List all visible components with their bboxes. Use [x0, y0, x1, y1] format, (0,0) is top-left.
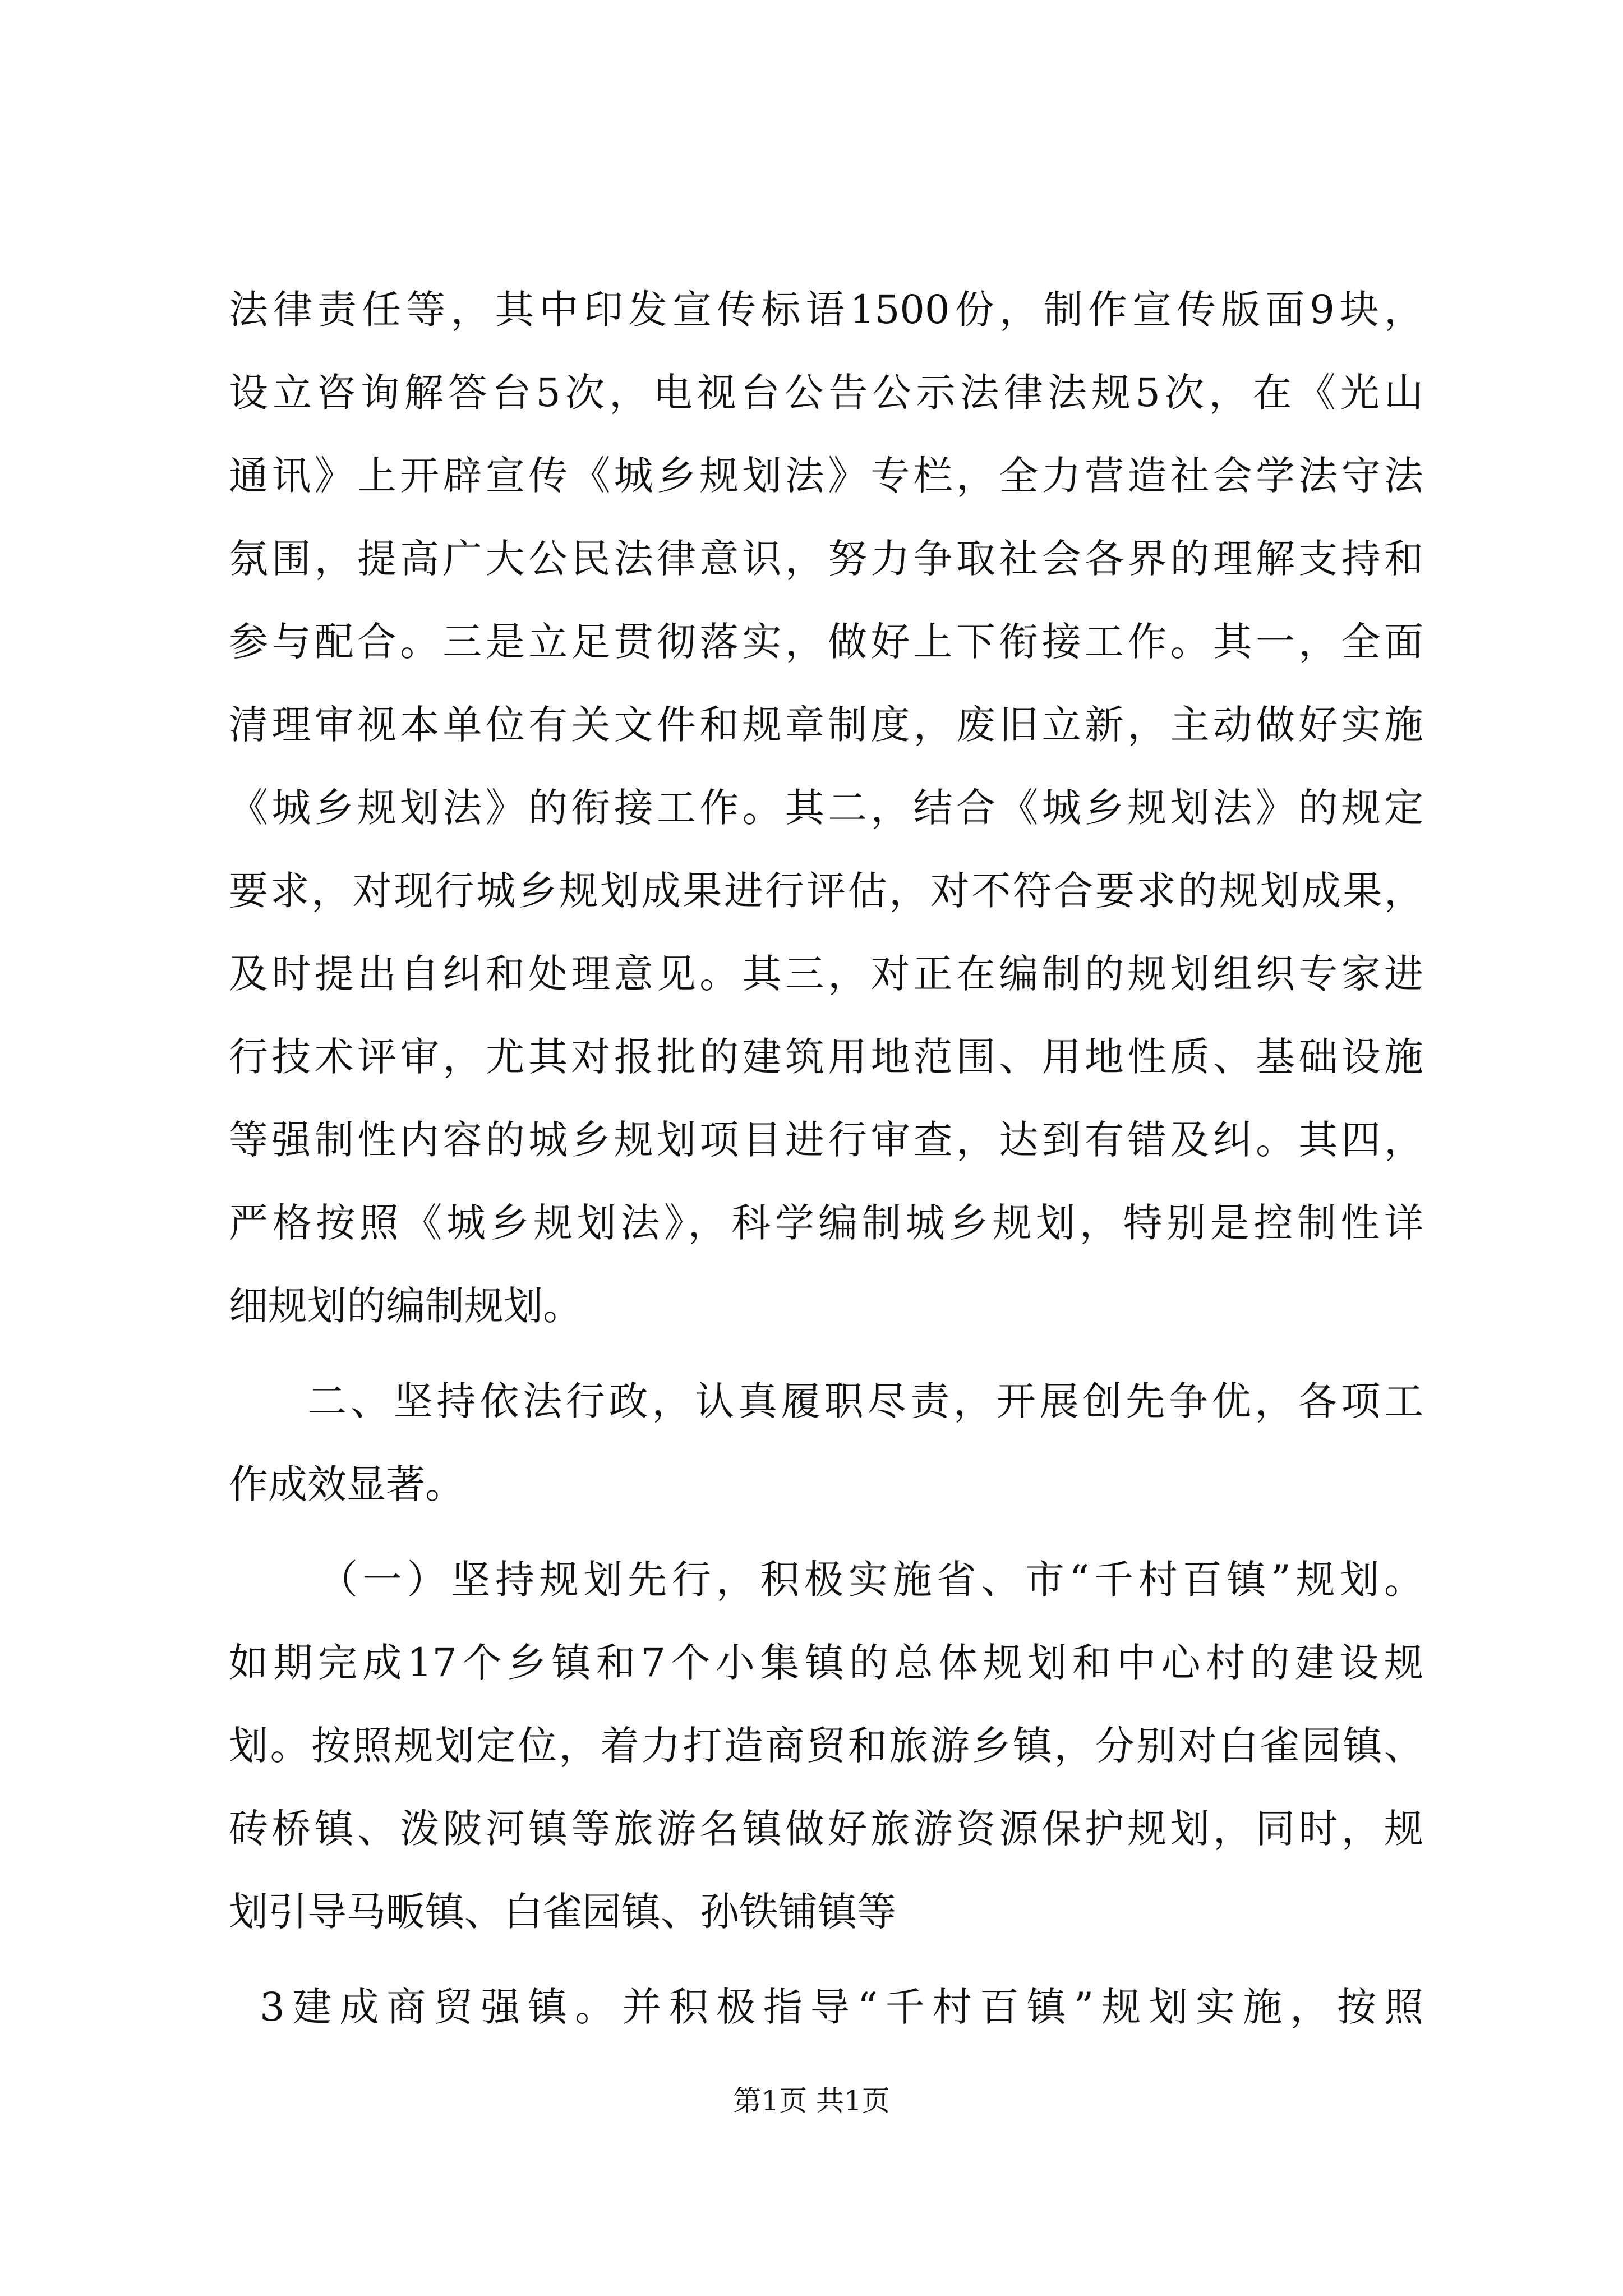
section-heading-line: 作成效显著。: [229, 1461, 464, 1507]
text-line: 如期完成17个乡镇和7个小集镇的总体规划和中心村的建设规: [229, 1640, 1423, 1686]
text-line: 要求，对现行城乡规划成果进行评估，对不符合要求的规划成果，: [229, 868, 1423, 914]
text-line: 3建成商贸强镇。并积极指导“千村百镇”规划实施，按照: [260, 1984, 1423, 2030]
text-line: 法律责任等，其中印发宣传标语1500份，制作宣传版面9块，: [229, 287, 1423, 333]
text-line: 设立咨询解答台5次，电视台公告公示法律法规5次，在《光山: [229, 370, 1423, 416]
page-number-label: 第1页 共1页: [733, 2085, 890, 2117]
section-heading-line: 二、坚持依法行政，认真履职尽责，开展创先争优，各项工: [307, 1378, 1423, 1424]
text-line: 细规划的编制规划。: [229, 1283, 582, 1329]
text-line: 及时提出自纠和处理意见。其三，对正在编制的规划组织专家进: [229, 951, 1423, 997]
text-line: 等强制性内容的城乡规划项目进行审查，达到有错及纠。其四，: [229, 1117, 1423, 1163]
text-line: 行技术评审，尤其对报批的建筑用地范围、用地性质、基础设施: [229, 1034, 1423, 1080]
text-line: 划引导马畈镇、白雀园镇、孙铁铺镇等: [229, 1889, 896, 1935]
text-line: 《城乡规划法》的衔接工作。其二，结合《城乡规划法》的规定: [229, 785, 1423, 831]
text-line: 严格按照《城乡规划法》，科学编制城乡规划，特别是控制性详: [229, 1200, 1423, 1246]
text-line: 通讯》上开辟宣传《城乡规划法》专栏，全力营造社会学法守法: [229, 453, 1423, 499]
subsection-heading-line: （一）坚持规划先行，积极实施省、市“千村百镇”规划。: [319, 1557, 1423, 1603]
text-line: 划。按照规划定位，着力打造商贸和旅游乡镇，分别对白雀园镇、: [229, 1723, 1423, 1769]
text-line: 砖桥镇、泼陂河镇等旅游名镇做好旅游资源保护规划，同时，规: [229, 1806, 1423, 1852]
document-body: [229, 268, 1423, 2049]
text-line: 参与配合。三是立足贯彻落实，做好上下衔接工作。其一，全面: [229, 619, 1423, 665]
page-footer: [0, 2084, 1623, 2118]
text-line: 氛围，提高广大公民法律意识，努力争取社会各界的理解支持和: [229, 536, 1423, 582]
text-line: 清理审视本单位有关文件和规章制度，废旧立新，主动做好实施: [229, 702, 1423, 748]
